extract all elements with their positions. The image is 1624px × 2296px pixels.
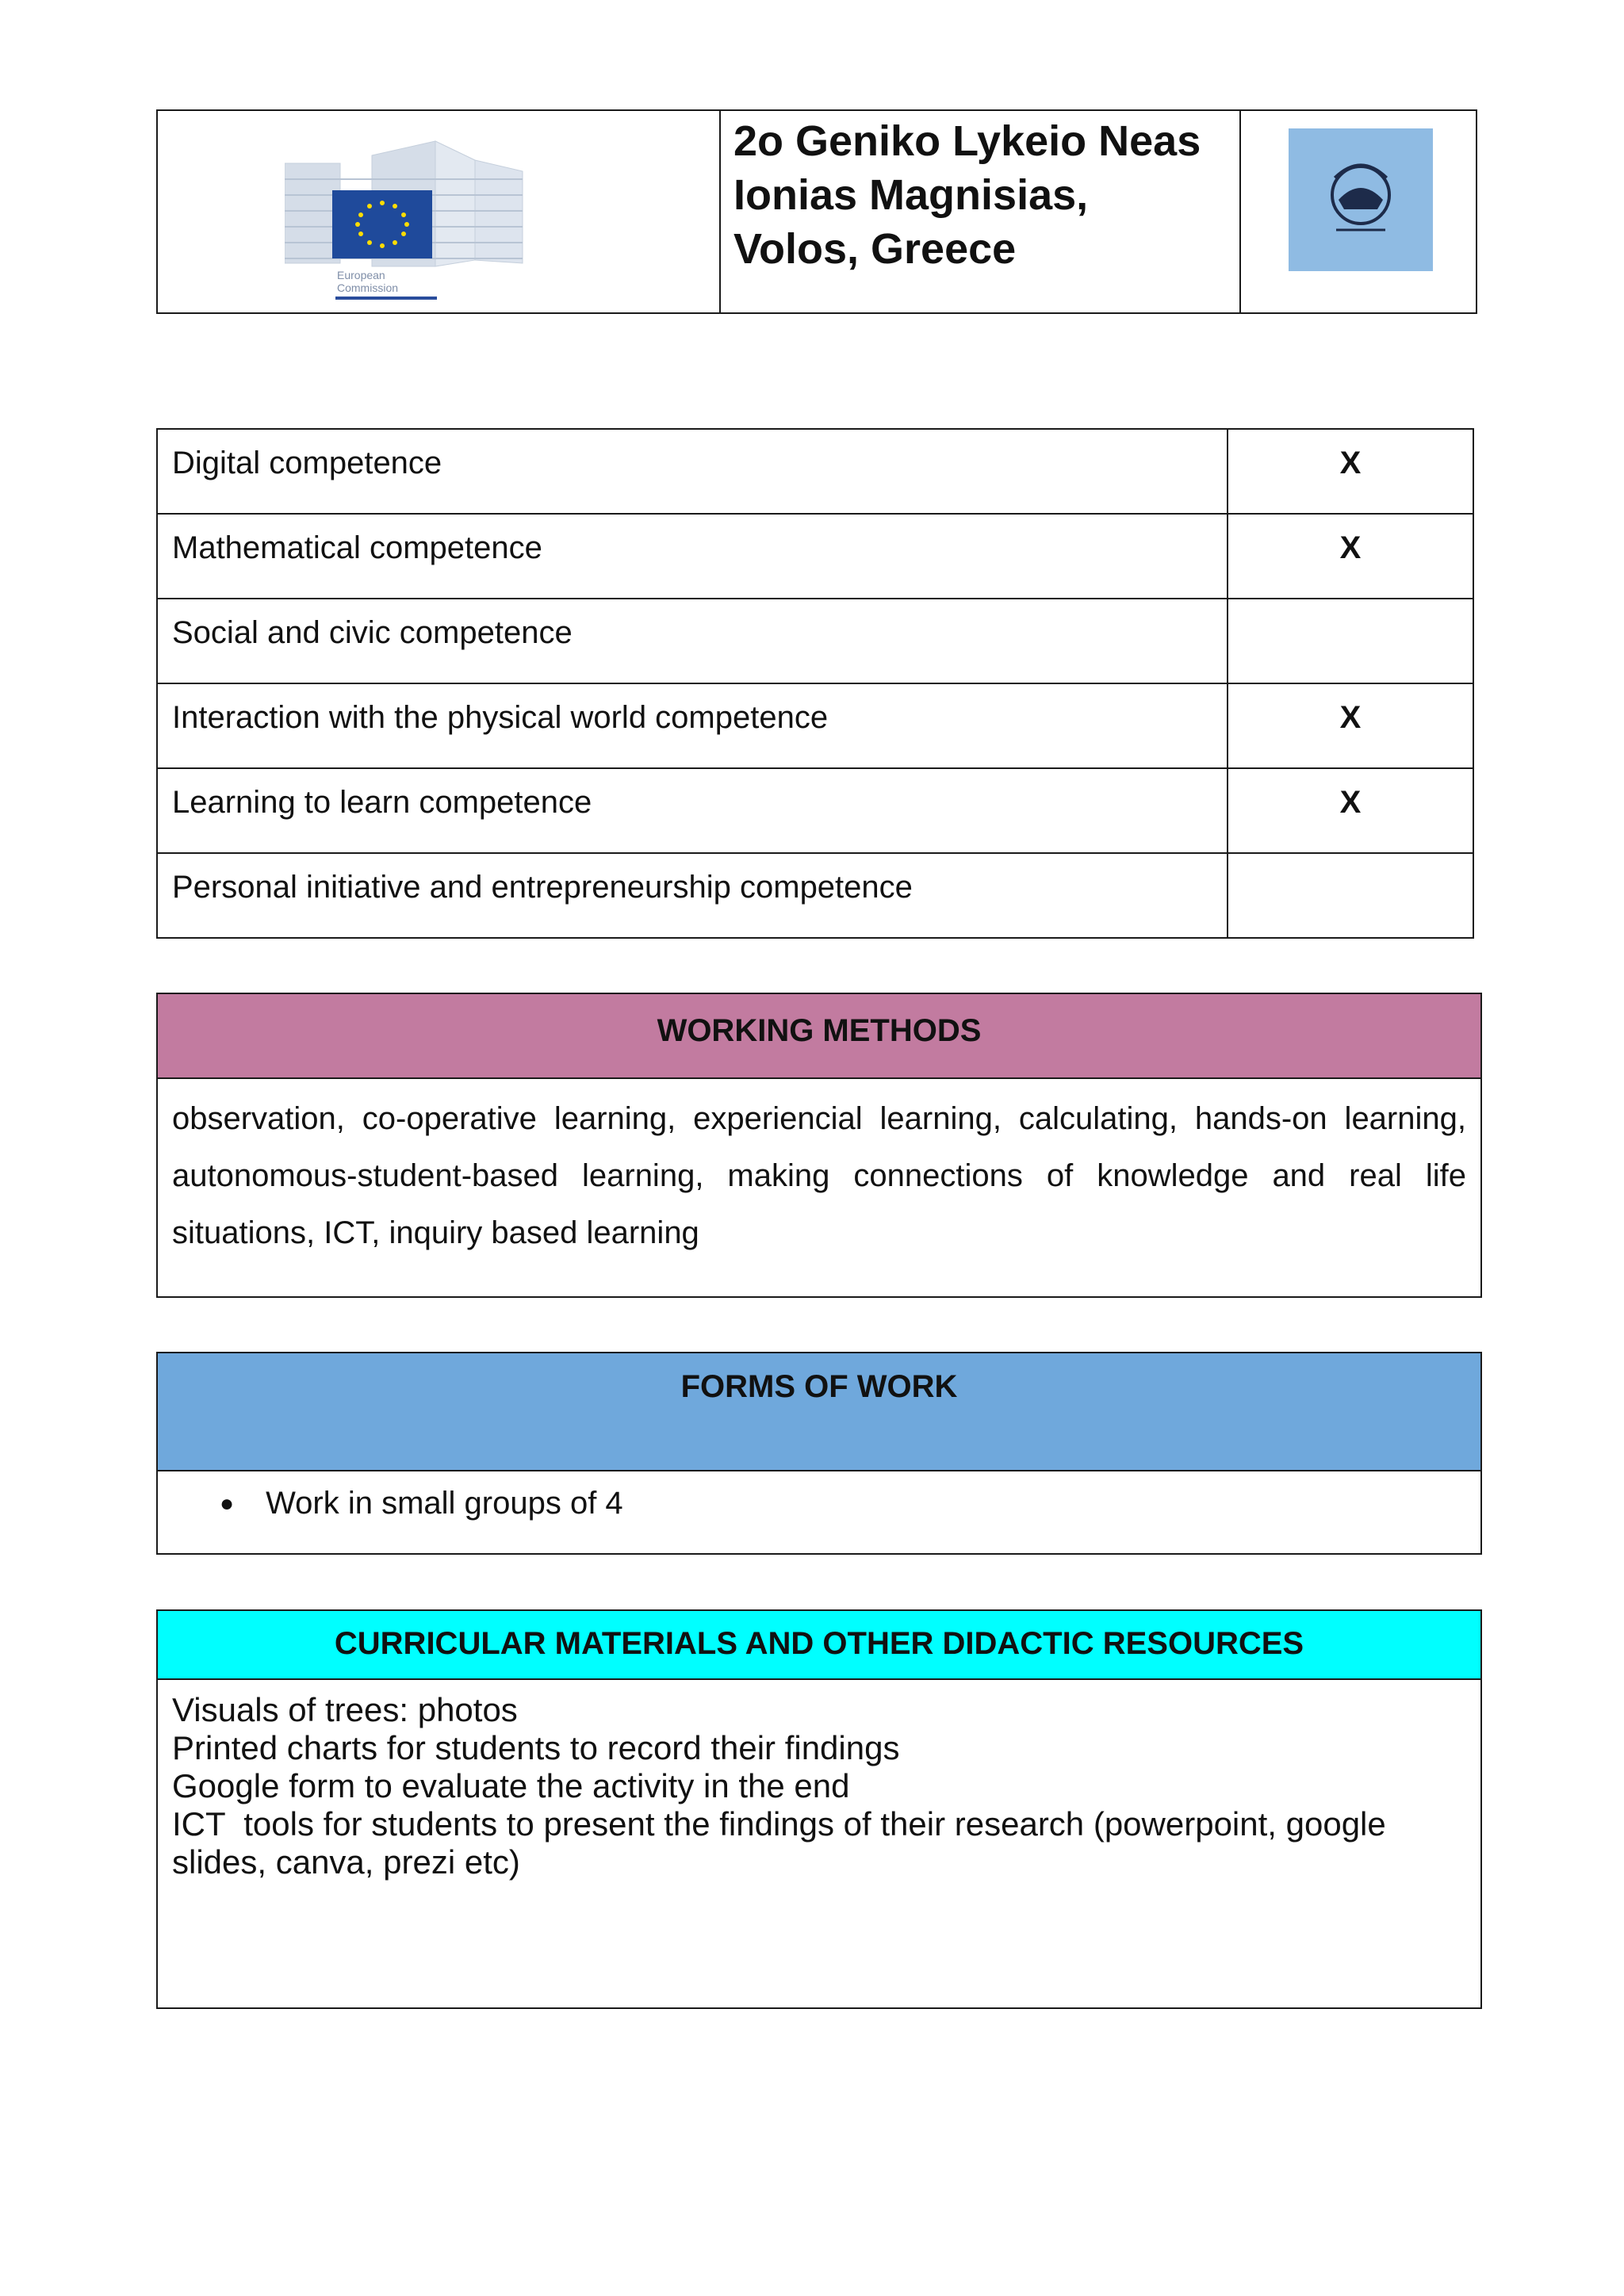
- school-name: [733, 114, 1227, 276]
- competence-mark: X: [1228, 514, 1473, 599]
- european-commission-logo: [285, 140, 530, 306]
- list-item: [158, 1471, 1480, 1521]
- school-name-line: Ionias Magnisias,: [733, 171, 1089, 219]
- school-name-line: 2o Geniko Lykeio Neas: [733, 117, 1201, 165]
- materials-line: Visuals of trees: photos: [172, 1691, 518, 1728]
- table-row: [157, 768, 1473, 853]
- competence-label: Social and civic competence: [157, 599, 1228, 683]
- svg-text:Commission: Commission: [337, 281, 399, 294]
- competence-mark: [1228, 853, 1473, 938]
- table-row: [157, 853, 1473, 938]
- competence-label: Digital competence: [157, 429, 1228, 514]
- competence-mark: X: [1228, 683, 1473, 768]
- table-row: [157, 599, 1473, 683]
- document-header: [156, 109, 1477, 314]
- competences-table: [156, 428, 1474, 939]
- forms-of-work-section: [156, 1352, 1482, 1555]
- forms-of-work-item: Work in small groups of 4: [266, 1486, 623, 1521]
- curricular-materials-title: CURRICULAR MATERIALS AND OTHER DIDACTIC RESOURCES: [158, 1611, 1480, 1680]
- eu-flag: [332, 190, 432, 258]
- competence-mark: X: [1228, 429, 1473, 514]
- european-commission-logo-cell: [158, 111, 721, 312]
- competence-mark: X: [1228, 768, 1473, 853]
- curricular-materials-list: [158, 1680, 1480, 1892]
- school-logo-cell: [1241, 111, 1476, 312]
- table-row: [157, 514, 1473, 599]
- competence-label: Personal initiative and entrepreneurship competence: [157, 853, 1228, 938]
- working-methods-title: WORKING METHODS: [158, 994, 1480, 1079]
- school-name-line: Volos, Greece: [733, 225, 1017, 273]
- materials-line: Google form to evaluate the activity in the end: [172, 1767, 850, 1804]
- curricular-materials-section: [156, 1609, 1482, 2009]
- school-name-cell: [721, 111, 1241, 312]
- working-methods-text: observation, co-operative learning, experiencial learning, calculating, hands-on learning, autonomous-student-based learning, making connections of knowledge and real life situations, ICT, inquiry based learning: [172, 1101, 1466, 1250]
- ec-logo-text: European: [337, 269, 385, 281]
- materials-line: Printed charts for students to record their findings: [172, 1729, 900, 1766]
- competence-label: Mathematical competence: [157, 514, 1228, 599]
- bullet-icon: ●: [220, 1490, 235, 1517]
- table-row: [157, 683, 1473, 768]
- school-logo: [1289, 128, 1433, 271]
- working-methods-section: [156, 993, 1482, 1298]
- forms-of-work-title: FORMS OF WORK: [158, 1353, 1480, 1471]
- competence-label: Learning to learn competence: [157, 768, 1228, 853]
- competence-label: Interaction with the physical world competence: [157, 683, 1228, 768]
- materials-line: ICT tools for students to present the findings of their research (powerpoint, google slides, canva, prezi etc): [172, 1805, 1396, 1881]
- table-row: [157, 429, 1473, 514]
- competence-mark: [1228, 599, 1473, 683]
